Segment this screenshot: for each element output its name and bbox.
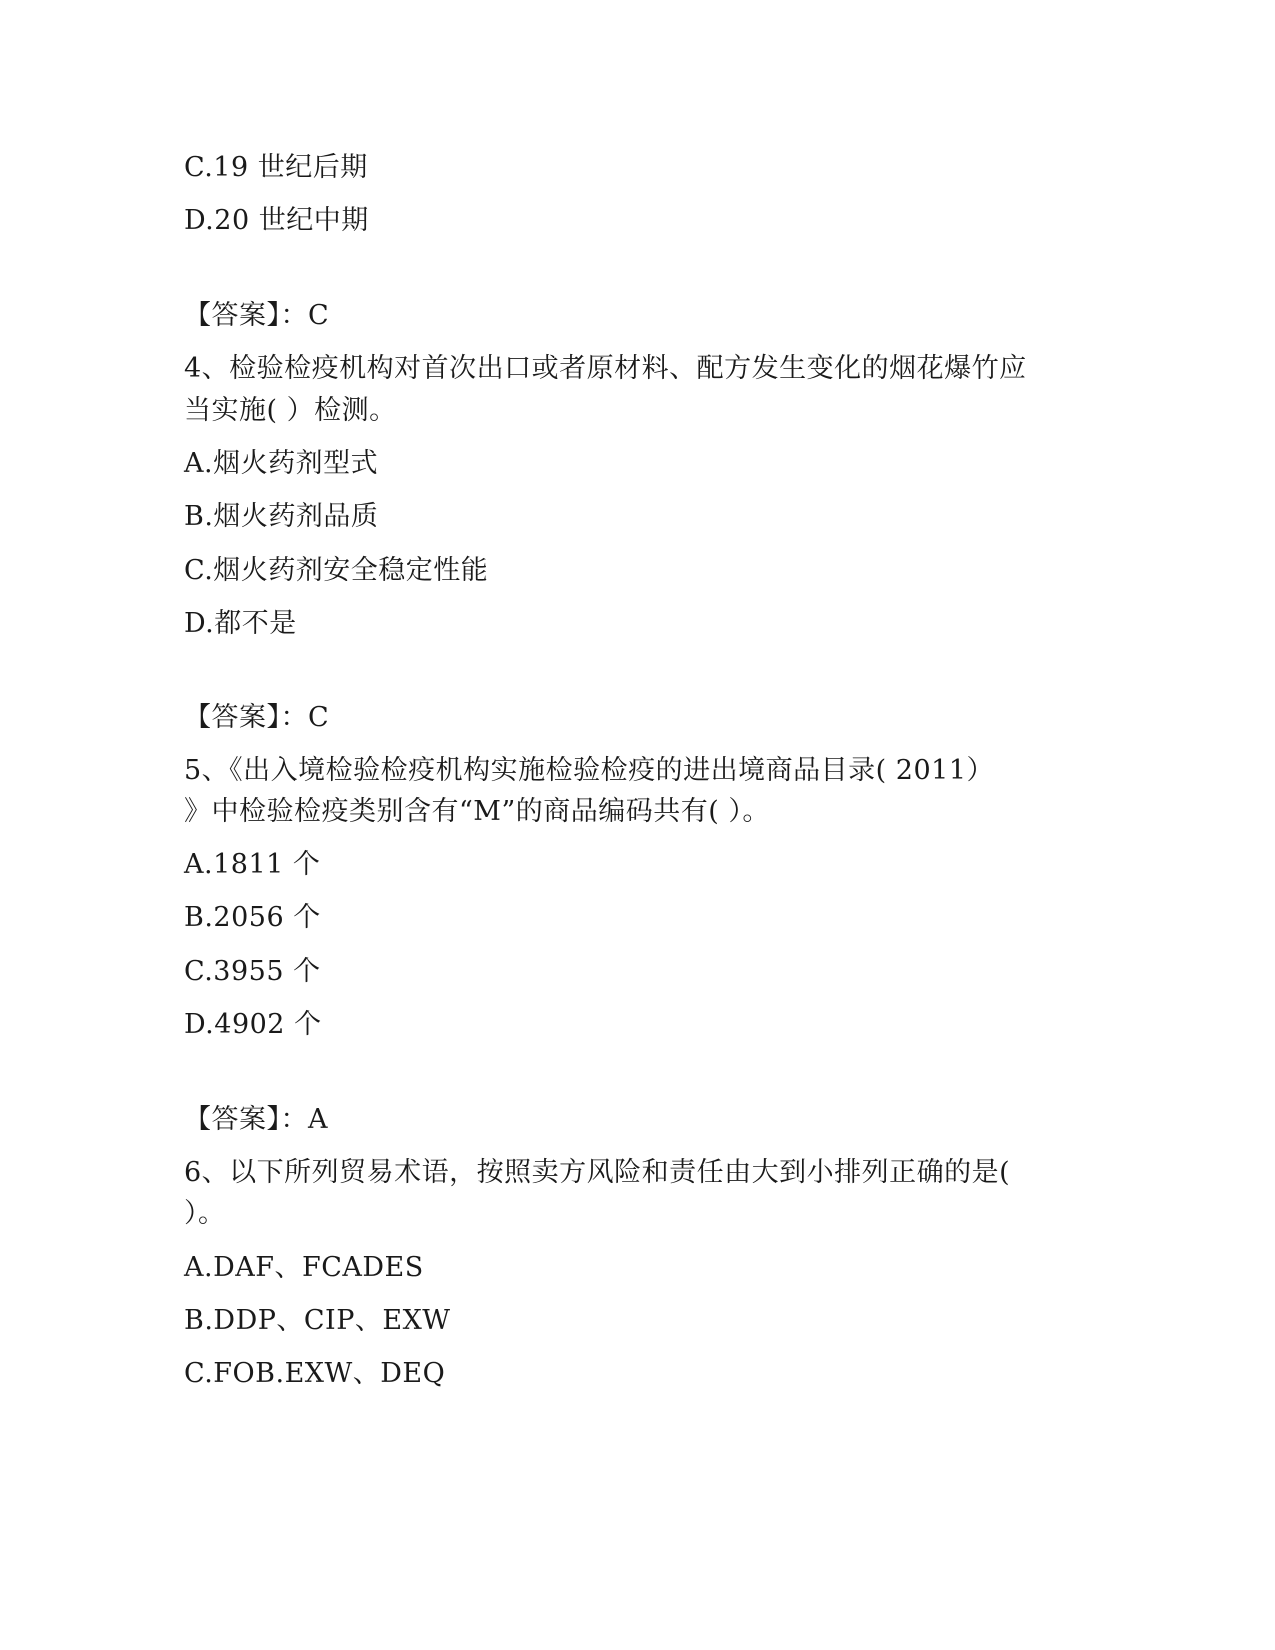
option-c: C.19 世纪后期: [184, 152, 368, 183]
question-text: 4、检验检疫机构对首次出口或者原材料、配方发生变化的烟花爆竹应: [184, 353, 1027, 384]
question-text: 当实施( ）检测。: [184, 395, 397, 426]
option-c: C.3955 个: [184, 956, 321, 987]
question-text: ）。: [184, 1198, 226, 1229]
question-text: 5、《出入境检验检疫机构实施检验检疫的进出境商品目录( 2011）: [184, 755, 995, 786]
option-a: A.烟火药剂型式: [184, 448, 379, 479]
answer: 【答案】：C: [184, 702, 330, 733]
option-c: C.FOB.EXW、DEQ: [184, 1358, 446, 1389]
option-b: B.2056 个: [184, 902, 321, 933]
answer: 【答案】：C: [184, 300, 330, 331]
option-c: C.烟火药剂安全稳定性能: [184, 555, 489, 586]
option-a: A.DAF、FCADES: [184, 1252, 424, 1283]
option-d: D.20 世纪中期: [184, 205, 369, 236]
question-text: 6、以下所列贸易术语，按照卖方风险和责任由大到小排列正确的是(: [184, 1157, 1011, 1188]
answer: 【答案】：A: [184, 1104, 328, 1135]
question-text: 》中检验检疫类别含有“M”的商品编码共有( ）。: [184, 796, 770, 827]
option-a: A.1811 个: [184, 849, 321, 880]
option-d: D.4902 个: [184, 1009, 322, 1040]
option-d: D.都不是: [184, 608, 297, 639]
option-b: B.DDP、CIP、EXW: [184, 1305, 451, 1336]
option-b: B.烟火药剂品质: [184, 501, 379, 532]
